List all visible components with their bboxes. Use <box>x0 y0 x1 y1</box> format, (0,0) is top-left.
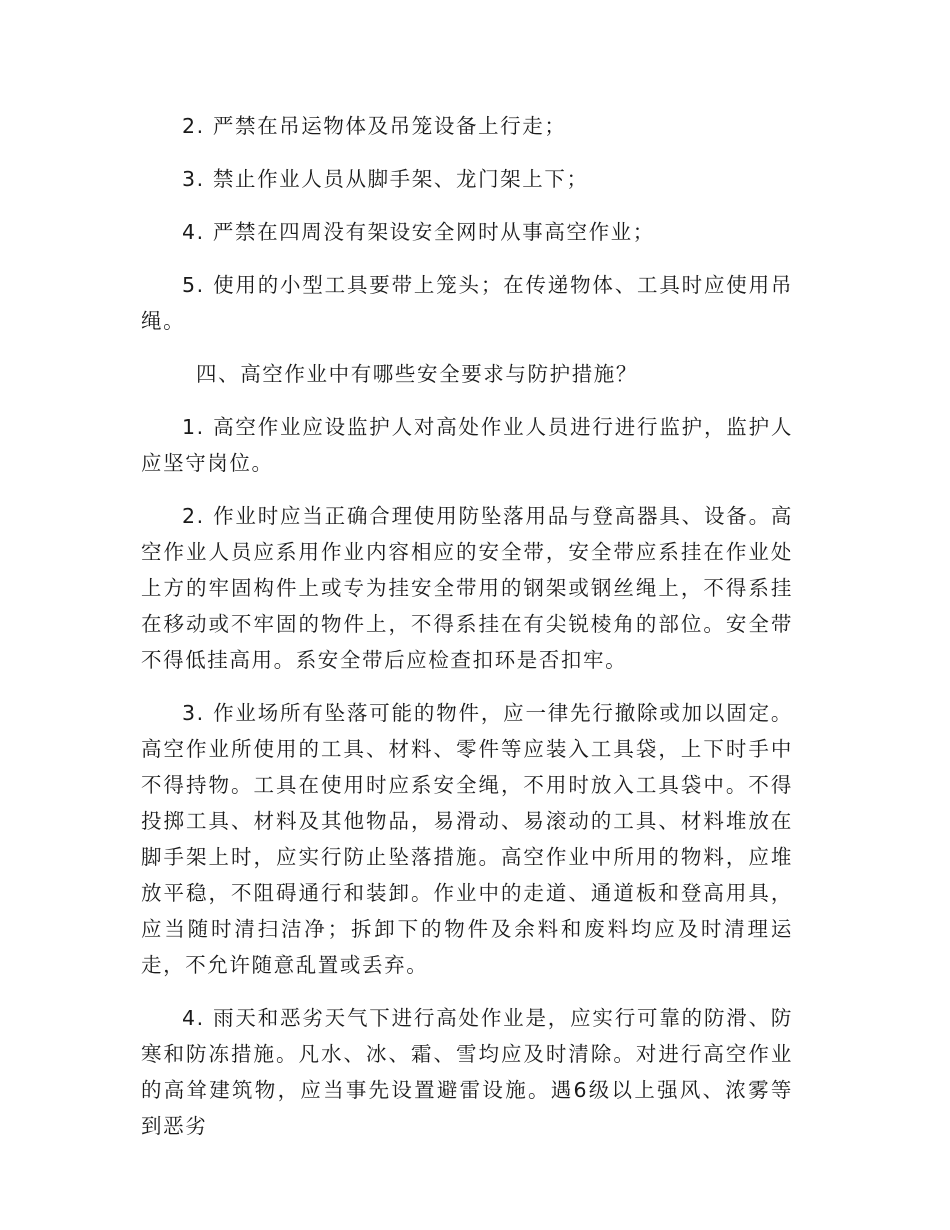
rule-item-4: 4. 严禁在四周没有架设安全网时从事高空作业； <box>182 220 655 244</box>
section-heading: 四、高空作业中有哪些安全要求与防护措施？ <box>196 362 638 386</box>
rule-item-3: 3. 禁止作业人员从脚手架、龙门架上下； <box>182 167 589 191</box>
rule-item-2: 2. 严禁在吊运物体及吊笼设备上行走； <box>182 114 567 138</box>
requirement-item-1: 1. 高空作业应设监护人对高处作业人员进行进行监护，监护人应坚守岗位。 <box>141 415 793 475</box>
requirement-item-3: 3. 作业场所有坠落可能的物件，应一律先行撤除或加以固定。高空作业所使用的工具、材料、零件等应装入工具袋，上下时手中不得持物。工具在使用时应系安全绳，不用时放入工具袋中。不得投掷工具、材料及其他物品，易滑动、易滚动的工具、材料堆放在脚手架上时，应实行防止坠落措施。高空作业中所用的物料，应堆放平稳，不阻碍通行和装卸。作业中的走道、通道板和登高用具，应当随时清扫洁净；拆卸下的物件及余料和废料均应及时清理运走，不允许随意乱置或丢弃。 <box>141 701 793 977</box>
requirement-item-2: 2. 作业时应当正确合理使用防坠落用品与登高器具、设备。高空作业人员应系用作业内容相应的安全带，安全带应系挂在作业处上方的牢固构件上或专为挂安全带用的钢架或钢丝绳上，不得系挂在移动或不牢固的物件上，不得系挂在有尖锐棱角的部位。安全带不得低挂高用。系安全带后应检查扣环是否扣牢。 <box>141 504 793 672</box>
rule-item-5: 5. 使用的小型工具要带上笼头；在传递物体、工具时应使用吊绳。 <box>141 273 793 333</box>
requirement-item-4: 4. 雨天和恶劣天气下进行高处作业是，应实行可靠的防滑、防寒和防冻措施。凡水、冰、霜、雪均应及时清除。对进行高空作业的高耸建筑物，应当事先设置避雷设施。遇6级以上强风、浓雾等到恶劣 <box>141 1006 793 1138</box>
document-body <box>141 108 793 1161</box>
